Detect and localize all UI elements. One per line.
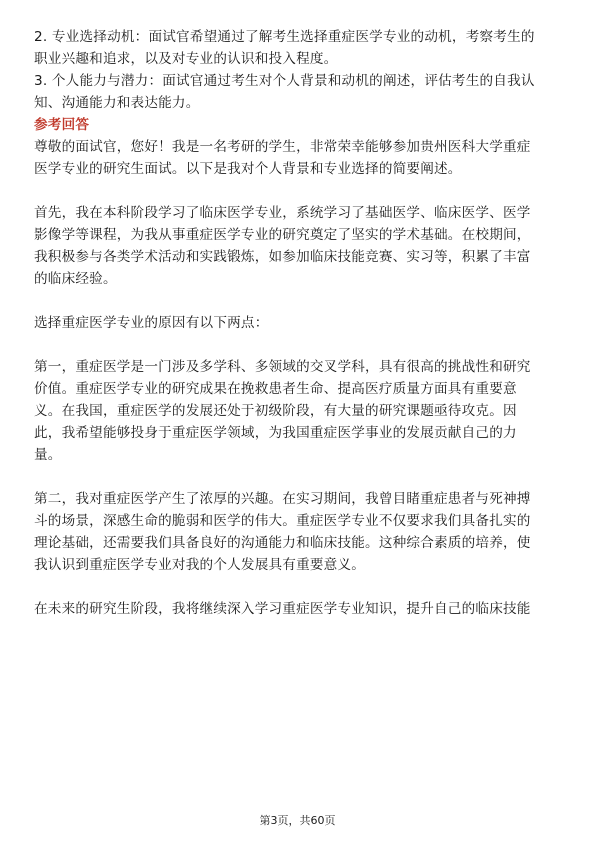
answer-heading: 参考回答 xyxy=(34,117,90,133)
criteria-item-3-line-1: 3. 个人能力与潜力：面试官通过考生对个人背景和动机的阐述，评估考生的自我认 xyxy=(34,73,535,89)
answer-paragraph-reason-1 xyxy=(34,356,562,466)
paragraph-line: 的临床经验。 xyxy=(34,271,117,287)
criteria-item-3-line-2: 知、沟通能力和表达能力。 xyxy=(34,95,200,111)
paragraph-line: 第二，我对重症医学产生了浓厚的兴趣。在实习期间，我曾目睹重症患者与死神搏 xyxy=(34,491,531,507)
paragraph-line: 我认识到重症医学专业对我的个人发展具有重要意义。 xyxy=(34,557,366,573)
paragraph-line: 第一，重症医学是一门涉及多学科、多领域的交叉学科，具有很高的挑战性和研究 xyxy=(34,359,531,375)
paragraph-line: 尊敬的面试官，您好！我是一名考研的学生，非常荣幸能够参加贵州医科大学重症 xyxy=(34,139,531,155)
answer-paragraph-reason-2 xyxy=(34,488,562,576)
criteria-item-2-line-2: 职业兴趣和追求，以及对专业的认识和投入程度。 xyxy=(34,51,338,67)
answer-paragraph-reasons-intro xyxy=(34,312,562,334)
paragraph-line: 量。 xyxy=(34,447,62,463)
paragraph-line: 首先，我在本科阶段学习了临床医学专业，系统学习了基础医学、临床医学、医学 xyxy=(34,205,531,221)
paragraph-line: 医学专业的研究生面试。以下是我对个人背景和专业选择的简要阐述。 xyxy=(34,161,462,177)
paragraph-line: 影像学等课程，为我从事重症医学专业的研究奠定了坚实的学术基础。在校期间， xyxy=(34,227,531,243)
paragraph-line: 选择重症医学专业的原因有以下两点： xyxy=(34,315,269,331)
criteria-item-2-line-1: 2. 专业选择动机：面试官希望通过了解考生选择重症医学专业的动机，考察考生的 xyxy=(34,29,535,45)
paragraph-line: 我积极参与各类学术活动和实践锻炼，如参加临床技能竞赛、实习等，积累了丰富 xyxy=(34,249,531,265)
paragraph-line: 价值。重症医学专业的研究成果在挽救患者生命、提高医疗质量方面具有重要意 xyxy=(34,381,517,397)
paragraph-line: 在未来的研究生阶段，我将继续深入学习重症医学专业知识，提升自己的临床技能 xyxy=(34,601,531,617)
answer-paragraph-background xyxy=(34,202,562,290)
page-number-footer: 第3页，共60页 xyxy=(259,814,336,827)
answer-paragraph-greeting xyxy=(34,136,562,180)
paragraph-line: 理论基础，还需要我们具备良好的沟通能力和临床技能。这种综合素质的培养，使 xyxy=(34,535,531,551)
document-body xyxy=(34,26,562,620)
paragraph-line: 义。在我国，重症医学的发展还处于初级阶段，有大量的研究课题亟待攻克。因 xyxy=(34,403,517,419)
paragraph-line: 此，我希望能够投身于重症医学领域，为我国重症医学事业的发展贡献自己的力 xyxy=(34,425,517,441)
answer-paragraph-future xyxy=(34,598,562,620)
paragraph-line: 斗的场景，深感生命的脆弱和医学的伟大。重症医学专业不仅要求我们具备扎实的 xyxy=(34,513,531,529)
